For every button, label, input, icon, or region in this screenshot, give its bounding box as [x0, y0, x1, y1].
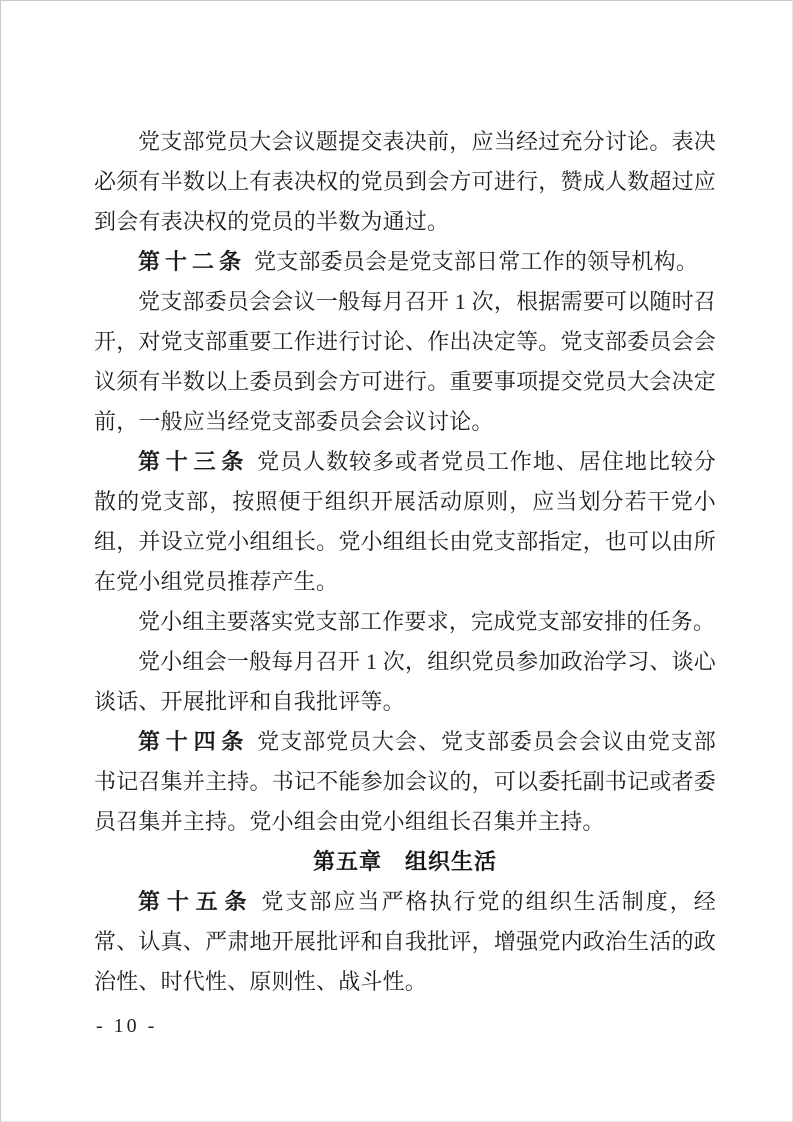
article-13-number-label: 第十三条: [138, 449, 250, 474]
paragraph-article-13: [94, 442, 716, 602]
chapter-5-heading: 第五章 组织生活: [312, 849, 497, 874]
paragraph-text: 党支部党员大会、党支部委员会会议由党支部书记召集并主持。书记不能参加会议的，可以委托副书记或者委员召集并主持。党小组会由党小组组长召集并主持。: [94, 729, 716, 834]
paragraph-text: 党员人数较多或者党员工作地、居住地比较分散的党支部，按照便于组织开展活动原则，应当划分若干党小组，并设立党小组组长。党小组组长由党支部指定，也可以由所在党小组党员推荐产生。: [94, 449, 716, 594]
paragraph-text: 党支部委员会会议一般每月召开 1 次，根据需要可以随时召开，对党支部重要工作进行讨论、作出决定等。党支部委员会会议须有半数以上委员到会方可进行。重要事项提交党员大会决定前，一般应当经党支部委员会会议讨论。: [94, 289, 716, 434]
paragraph-article-14: [94, 722, 716, 842]
article-12-number-label: 第十二条: [138, 249, 247, 274]
paragraph-group-tasks: [94, 602, 716, 642]
paragraph-committee-meetings: [94, 282, 716, 442]
paragraph-text: 党支部委员会是党支部日常工作的领导机构。: [254, 249, 699, 274]
paragraph-group-meetings: [94, 642, 716, 722]
article-14-number-label: 第十四条: [138, 729, 250, 754]
paragraph-article-15: [94, 882, 716, 1002]
paragraph-text: 党小组主要落实党支部工作要求，完成党支部安排的任务。: [138, 609, 716, 634]
paragraph-text: 党小组会一般每月召开 1 次，组织党员参加政治学习、谈心谈话、开展批评和自我批评等。: [94, 649, 716, 714]
document-body: [94, 122, 716, 1002]
paragraph-article-12: [94, 242, 716, 282]
page-number: - 10 -: [96, 1015, 158, 1037]
article-15-number-label: 第十五条: [138, 889, 254, 914]
paragraph-voting-rules: [94, 122, 716, 242]
paragraph-text: 党支部应当严格执行党的组织生活制度，经常、认真、严肃地开展批评和自我批评，增强党内政治生活的政治性、时代性、原则性、战斗性。: [94, 889, 716, 994]
paragraph-text: 党支部党员大会议题提交表决前，应当经过充分讨论。表决必须有半数以上有表决权的党员到会方可进行，赞成人数超过应到会有表决权的党员的半数为通过。: [94, 129, 716, 234]
